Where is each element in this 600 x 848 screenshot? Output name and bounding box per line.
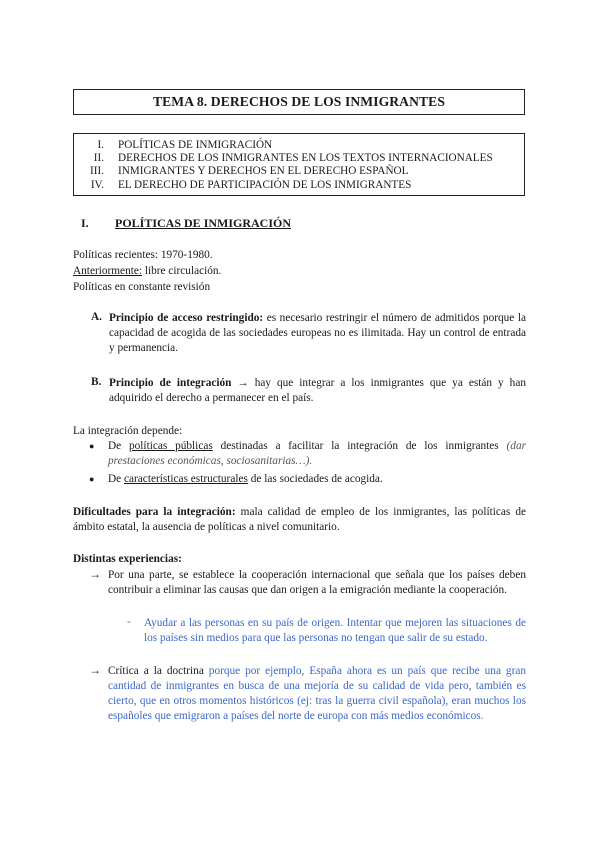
experience-item: Por una parte, se establece la cooperación internacional que señala que los países deben contribuir a eliminar las causas que dan origen a la emigración mediante la cooperación. <box>108 569 526 596</box>
intro-text: libre circulación. <box>142 265 222 277</box>
bullet-prefix: De <box>108 440 129 452</box>
toc-text: POLÍTICAS DE INMIGRACIÓN <box>118 139 273 151</box>
bullet-underlined: políticas públicas <box>129 440 213 452</box>
toc-text: EL DERECHO DE PARTICIPACIÓN DE LOS INMIGRANTES <box>118 178 412 191</box>
toc-item <box>74 179 524 192</box>
difficulties-paragraph <box>73 505 526 535</box>
bullet-item <box>108 472 526 487</box>
intro-line: Políticas recientes: 1970-1980. <box>73 249 213 261</box>
experience-text: Crítica a la doctrina <box>108 665 209 677</box>
bullet-icon: ● <box>89 441 95 451</box>
intro-line <box>73 264 221 279</box>
principle-paragraph <box>109 376 526 406</box>
toc-item <box>74 165 524 178</box>
difficulties-text: mala calidad de empleo de los inmigrantes, las políticas de ámbito estatal, la ausencia de políticas a nivel comunitario. <box>73 506 527 533</box>
toc-text: INMIGRANTES Y DERECHOS EN EL DERECHO ESPAÑOL <box>118 165 409 178</box>
experiences-heading: Distintas experiencias: <box>73 553 182 565</box>
principle-text: → hay que integrar a los inmigrantes que ya están y han adquirido el derecho a permanecer en el país. <box>109 377 526 404</box>
toc-number: III. <box>90 165 104 178</box>
bullet-text: de las sociedades de acogida. <box>247 473 383 485</box>
toc-item <box>74 152 524 165</box>
section-title: POLÍTICAS DE INMIGRACIÓN <box>115 216 292 230</box>
integration-intro: La integración depende: <box>73 425 183 437</box>
bullet-prefix: De <box>108 473 124 485</box>
difficulties-label: Dificultades para la integración: <box>73 506 236 518</box>
principle-letter: B. <box>91 376 102 388</box>
principle-name: Principio de acceso restringido: <box>109 312 264 324</box>
arrow-icon: → <box>89 567 101 581</box>
experience-note: porque por ejemplo, España ahora es un país que recibe una gran cantidad de inmigrantes en busca de una mejoría de su calidad de vida pero, también es cierto, que en otros momentos históricos (ej: tras la guerra civil española), eran muchos los españoles que emigraron a países del norte de europa con más medios económicos. <box>108 665 526 722</box>
section-heading <box>73 216 291 231</box>
principle-name: Principio de integración <box>109 377 232 389</box>
toc-number: IV. <box>90 178 104 191</box>
toc-text: DERECHOS DE LOS INMIGRANTES EN LOS TEXTOS INTERNACIONALES <box>118 152 493 165</box>
bullet-icon: ● <box>89 474 95 484</box>
toc-number: I. <box>97 139 104 151</box>
arrow-icon: → <box>89 663 101 677</box>
toc-number: II. <box>93 152 104 165</box>
bullet-italic: (dar prestaciones económicas, sociosanitarias…). <box>108 440 526 467</box>
bullet-underlined: características estructurales <box>124 473 248 485</box>
bullet-text: destinadas a facilitar la integración de los inmigrantes <box>212 440 507 452</box>
section-number: I. <box>81 216 89 230</box>
table-of-contents <box>73 133 525 196</box>
intro-label: Anteriormente: <box>73 265 143 277</box>
principle-paragraph <box>109 311 526 356</box>
principle-letter: A. <box>91 311 102 323</box>
principle-text: es necesario restringir el número de admitidos porque la capacidad de acogida de las sociedades europeas no es ilimitada. Hay un control de entrada y permanencia. <box>109 312 526 354</box>
bullet-item <box>108 439 526 469</box>
dash-icon: - <box>127 616 131 628</box>
document-title: TEMA 8. DERECHOS DE LOS INMIGRANTES <box>73 89 525 115</box>
intro-line: Políticas en constante revisión <box>73 281 211 293</box>
experience-subitem: Ayudar a las personas en su país de origen. Intentar que mejoren las situaciones de los países sin medios para que las personas no tengan que salir de su estado. <box>144 617 526 644</box>
toc-item <box>74 139 524 152</box>
experience-item <box>108 664 526 724</box>
